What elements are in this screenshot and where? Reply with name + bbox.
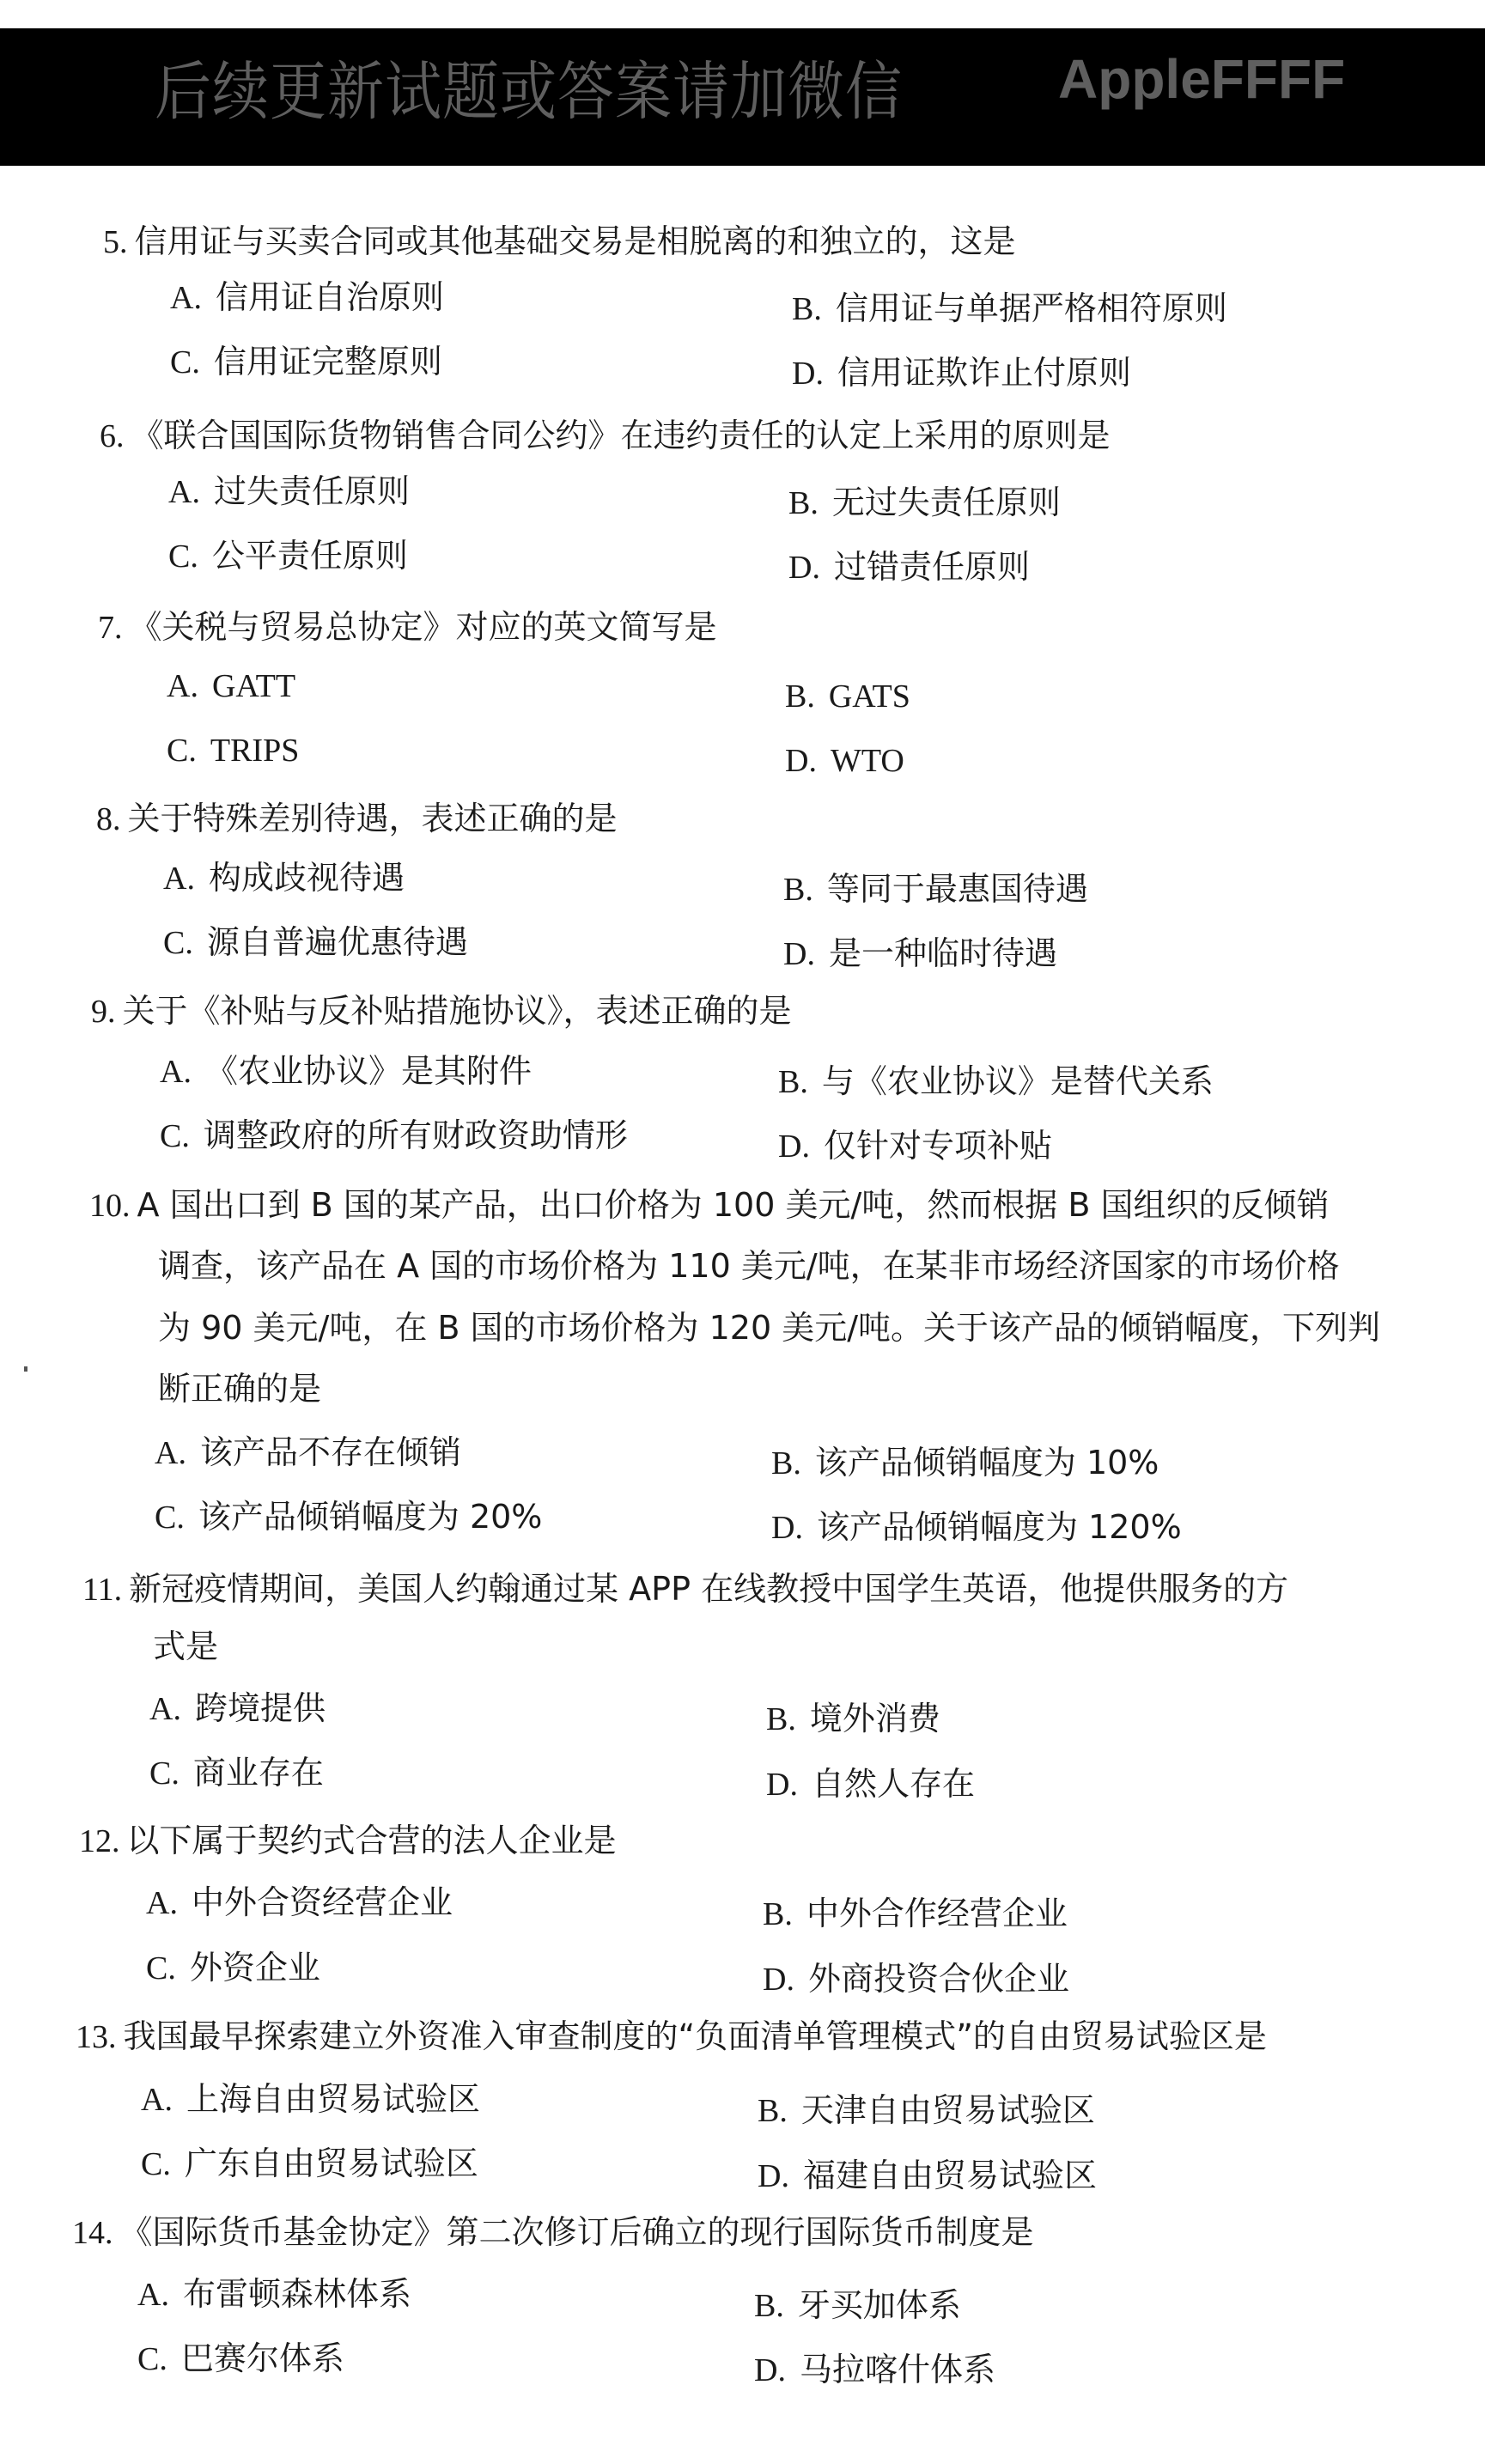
- question-11-stem: 11. 新冠疫情期间，美国人约翰通过某 APP 在线教授中国学生英语，他提供服务的方: [82, 1570, 1289, 1608]
- banner-text: 后续更新试题或答案请加微信: [155, 54, 903, 130]
- question-7-option-b: B. GATS: [785, 678, 910, 715]
- question-6-option-c: C. 公平责任原则: [168, 537, 408, 575]
- question-9-option-b: B. 与《农业协议》是替代关系: [778, 1062, 1214, 1100]
- question-10-stem-line-3: 为 90 美元/吨，在 B 国的市场价格为 120 美元/吨。关于该产品的倾销幅度，下列判: [158, 1309, 1381, 1347]
- question-6-option-d: D. 过错责任原则: [788, 548, 1030, 586]
- question-10-option-d: D. 该产品倾销幅度为 120%: [771, 1508, 1182, 1546]
- question-13-option-a: A. 上海自由贸易试验区: [141, 2080, 480, 2118]
- question-8-option-c: C. 源自普遍优惠待遇: [163, 923, 468, 961]
- question-11-option-c: C. 商业存在: [149, 1754, 324, 1792]
- question-5-option-c: C. 信用证完整原则: [170, 343, 442, 380]
- question-7-option-a: A. GATT: [167, 668, 296, 704]
- question-8-option-b: B. 等同于最惠国待遇: [783, 870, 1088, 908]
- question-8-stem: 8. 关于特殊差别待遇，表述正确的是: [96, 800, 618, 837]
- question-5-option-a: A. 信用证自治原则: [170, 278, 444, 316]
- question-11-stem-line-2: 式是: [153, 1627, 219, 1665]
- question-14-option-a: A. 布雷顿森林体系: [137, 2275, 411, 2313]
- question-12-option-a: A. 中外合资经营企业: [146, 1883, 453, 1921]
- question-7-option-d: D. WTO: [785, 743, 904, 779]
- question-9-option-d: D. 仅针对专项补贴: [778, 1127, 1052, 1165]
- question-13-option-c: C. 广东自由贸易试验区: [141, 2145, 478, 2182]
- question-14-option-b: B. 牙买加体系: [754, 2286, 961, 2324]
- question-10-stem-line-2: 调查，该产品在 A 国的市场价格为 110 美元/吨，在某非市场经济国家的市场价格: [158, 1247, 1340, 1285]
- question-11-option-b: B. 境外消费: [766, 1700, 940, 1737]
- question-14-stem: 14. 《国际货币基金协定》第二次修订后确立的现行国际货币制度是: [72, 2213, 1034, 2251]
- question-9-option-c: C. 调整政府的所有财政资助情形: [160, 1116, 628, 1154]
- scan-speck: [24, 1366, 27, 1372]
- question-6-option-b: B. 无过失责任原则: [788, 484, 1061, 521]
- question-6-option-a: A. 过失责任原则: [168, 472, 410, 510]
- question-8-option-d: D. 是一种临时待遇: [783, 934, 1057, 972]
- question-6-stem: 6. 《联合国国际货物销售合同公约》在违约责任的认定上采用的原则是: [100, 417, 1111, 454]
- question-5-option-b: B. 信用证与单据严格相符原则: [792, 289, 1227, 327]
- question-13-option-b: B. 天津自由贸易试验区: [758, 2091, 1095, 2129]
- question-5-stem: 5. 信用证与买卖合同或其他基础交易是相脱离的和独立的，这是: [103, 222, 1016, 260]
- question-12-option-d: D. 外商投资合伙企业: [763, 1960, 1069, 1998]
- question-11-option-d: D. 自然人存在: [766, 1765, 975, 1803]
- question-11-option-a: A. 跨境提供: [149, 1689, 326, 1727]
- question-12-option-c: C. 外资企业: [146, 1949, 320, 1986]
- question-12-stem: 12. 以下属于契约式合营的法人企业是: [79, 1822, 617, 1859]
- question-10-option-a: A. 该产品不存在倾销: [155, 1433, 461, 1471]
- wechat-id: AppleFFFF: [1058, 48, 1346, 110]
- question-12-option-b: B. 中外合作经营企业: [763, 1895, 1068, 1932]
- question-7-option-c: C. TRIPS: [167, 733, 300, 769]
- question-5-option-d: D. 信用证欺诈止付原则: [792, 354, 1131, 392]
- question-13-stem: 13. 我国最早探索建立外资准入审查制度的“负面清单管理模式”的自由贸易试验区是: [76, 2017, 1267, 2055]
- question-14-option-c: C. 巴赛尔体系: [137, 2339, 344, 2377]
- question-9-stem: 9. 关于《补贴与反补贴措施协议》，表述正确的是: [91, 992, 792, 1030]
- question-10-option-c: C. 该产品倾销幅度为 20%: [155, 1498, 543, 1536]
- question-10-option-b: B. 该产品倾销幅度为 10%: [771, 1444, 1159, 1481]
- question-10-stem-line-4: 断正确的是: [158, 1370, 322, 1408]
- question-10-stem: 10. A 国出口到 B 国的某产品，出口价格为 100 美元/吨，然而根据 B 国组织的反倾销: [89, 1186, 1330, 1224]
- question-14-option-d: D. 马拉喀什体系: [754, 2351, 995, 2388]
- question-8-option-a: A. 构成歧视待遇: [163, 859, 405, 897]
- question-7-stem: 7. 《关税与贸易总协定》对应的英文简写是: [98, 608, 717, 646]
- watermark-banner: [0, 28, 1485, 166]
- question-9-option-a: A. 《农业协议》是其附件: [160, 1052, 532, 1090]
- question-13-option-d: D. 福建自由贸易试验区: [758, 2157, 1097, 2194]
